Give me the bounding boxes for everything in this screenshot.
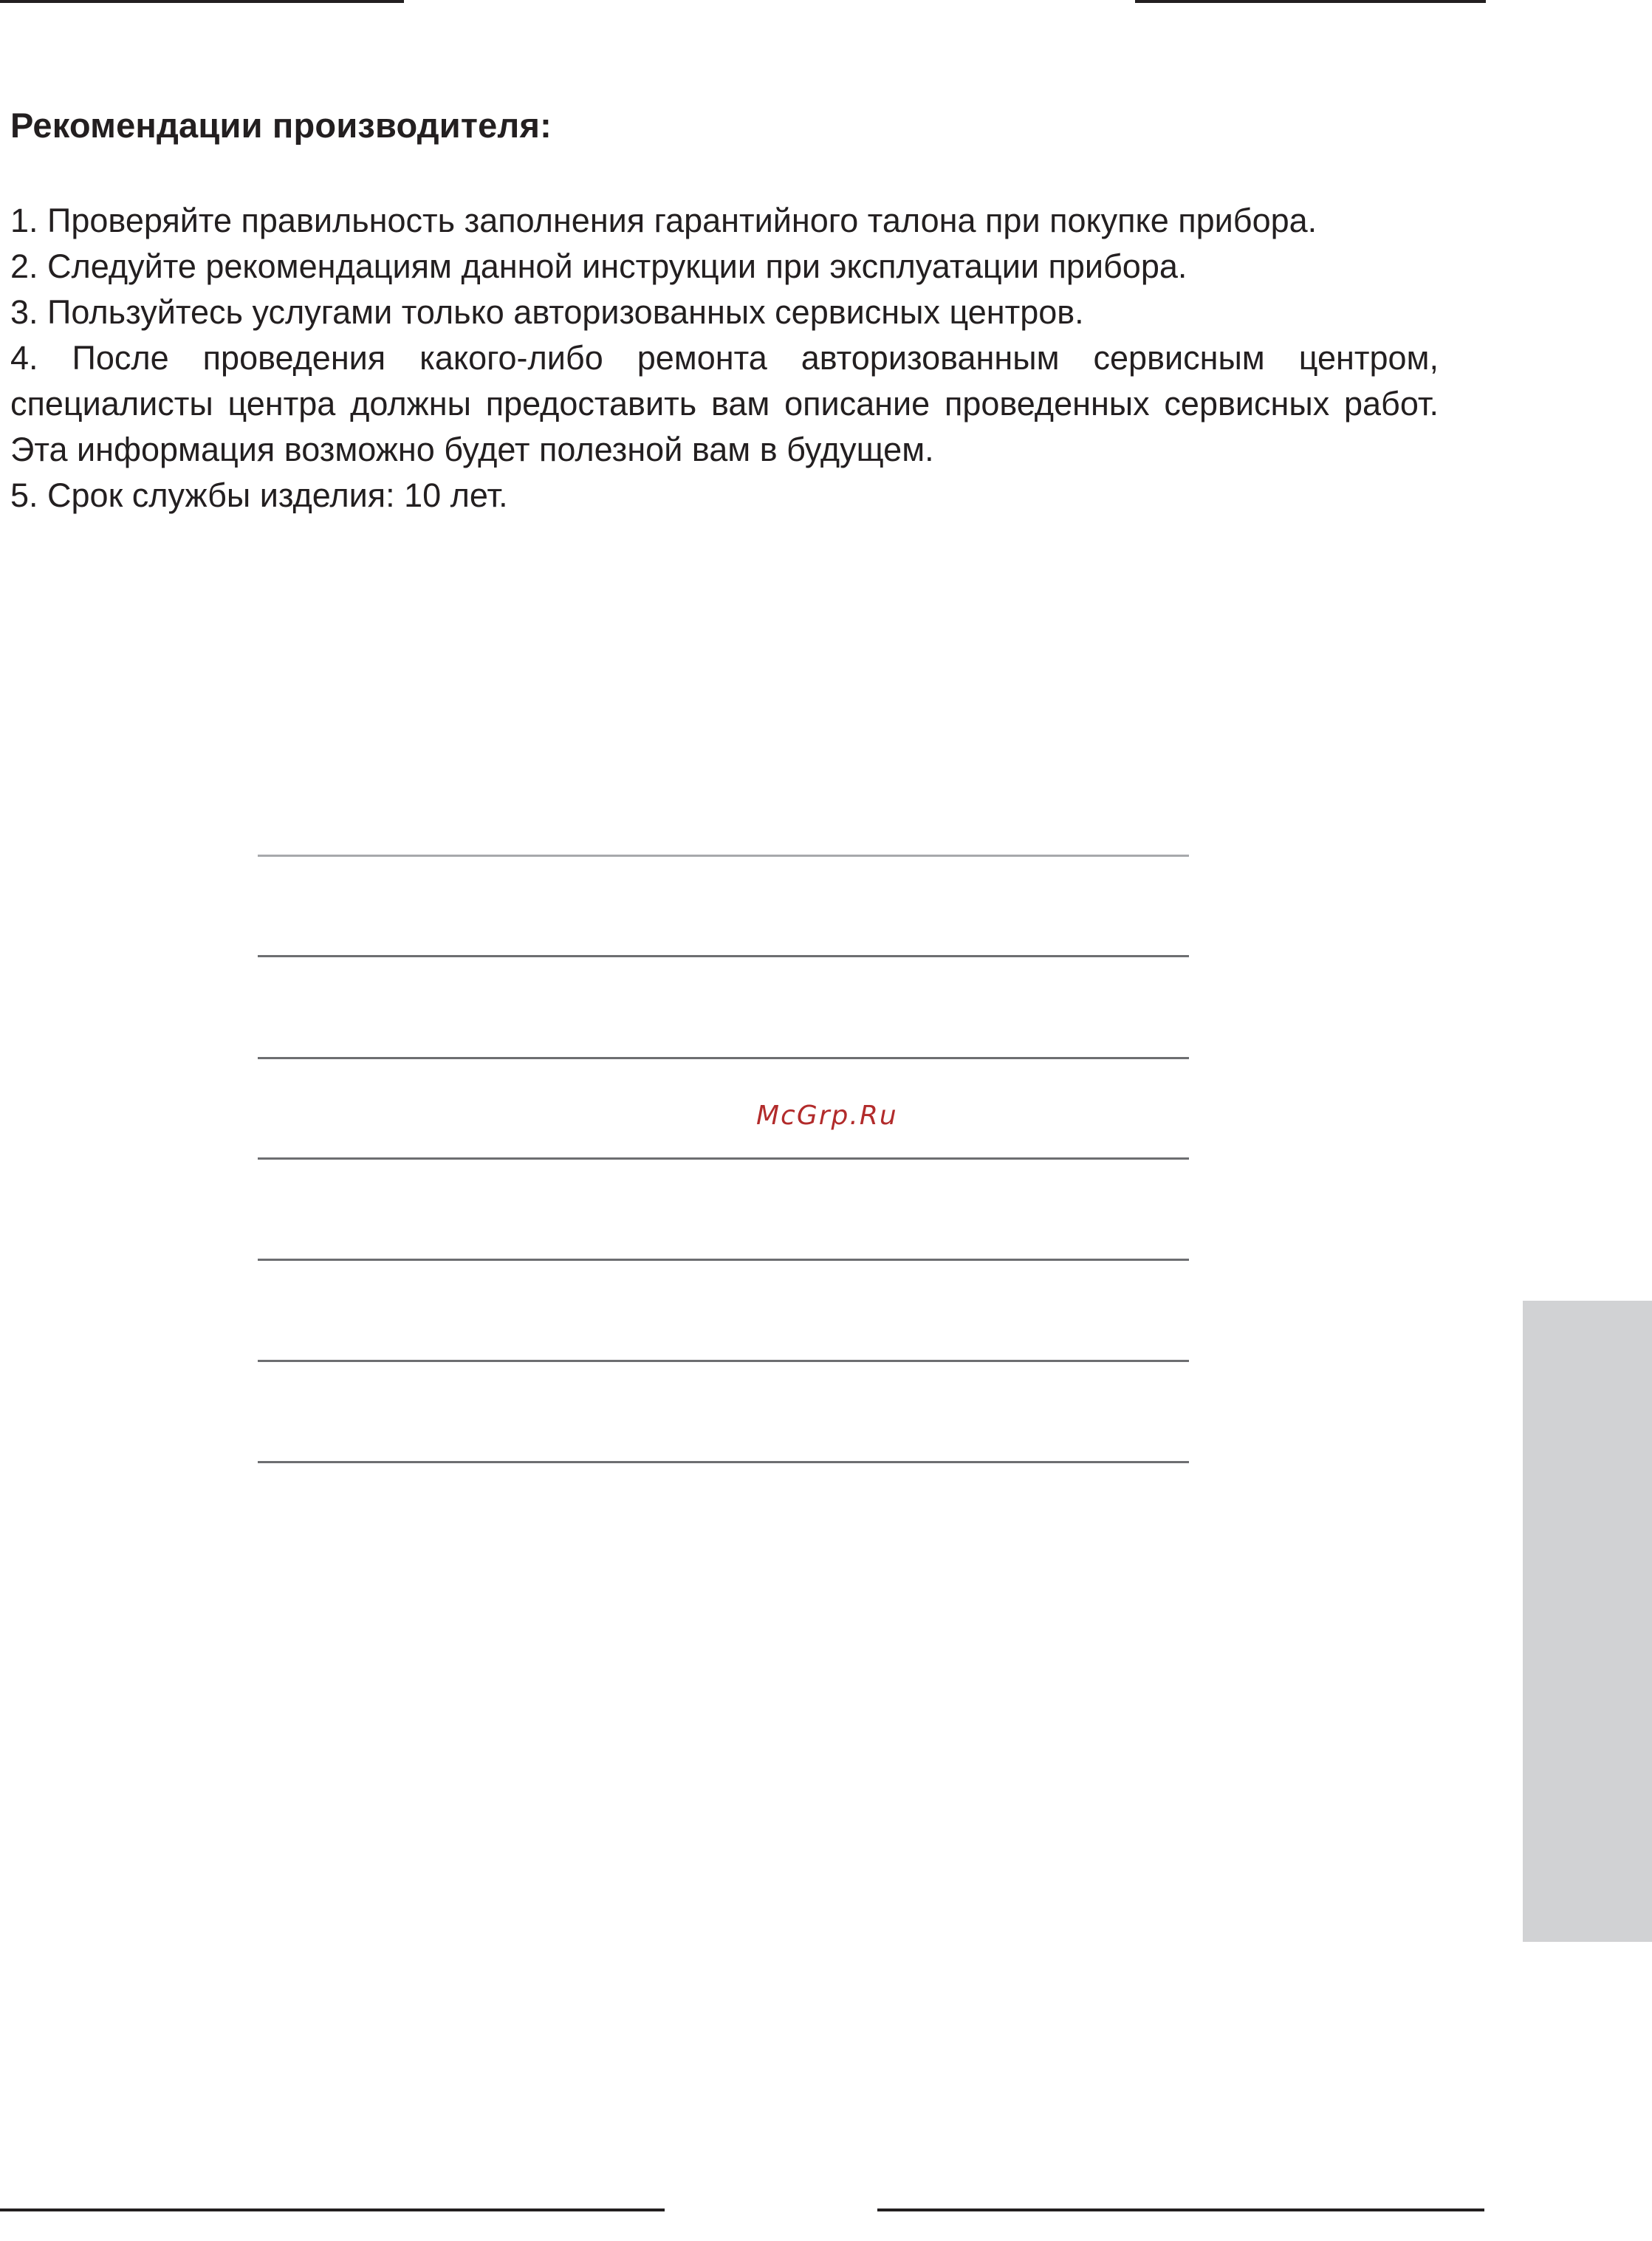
- top-rule-left: [0, 0, 404, 3]
- notes-line: [258, 955, 1189, 957]
- notes-line: [258, 1461, 1189, 1463]
- bottom-rule-right: [877, 2209, 1484, 2211]
- notes-line: [258, 855, 1189, 857]
- recommendation-item: 5. Срок службы изделия: 10 лет.: [10, 476, 508, 514]
- recommendation-item: 1. Проверяйте правильность заполнения гарантийного талона при покупке прибора.: [10, 202, 1317, 239]
- top-rule-right: [1135, 0, 1486, 3]
- notes-line: [258, 1360, 1189, 1362]
- notes-line: [258, 1057, 1189, 1059]
- recommendations-list: [10, 198, 1439, 519]
- watermark-text: McGrp.Ru: [756, 1101, 898, 1131]
- recommendation-item: 4. После проведения какого-либо ремонта авторизованным сервисным центром, специалисты центра должны предоставить вам описание проведенных сервисных работ. Эта информация возможно будет полезной вам в будущем.: [10, 339, 1439, 468]
- bottom-rule-left: [0, 2209, 665, 2211]
- notes-line: [258, 1157, 1189, 1160]
- page-heading: Рекомендации производителя:: [10, 106, 552, 145]
- recommendation-item: 3. Пользуйтесь услугами только авторизованных сервисных центров.: [10, 293, 1084, 331]
- recommendation-item: 2. Следуйте рекомендациям данной инструкции при эксплуатации прибора.: [10, 247, 1187, 285]
- notes-line: [258, 1259, 1189, 1261]
- side-tab: [1523, 1301, 1652, 1942]
